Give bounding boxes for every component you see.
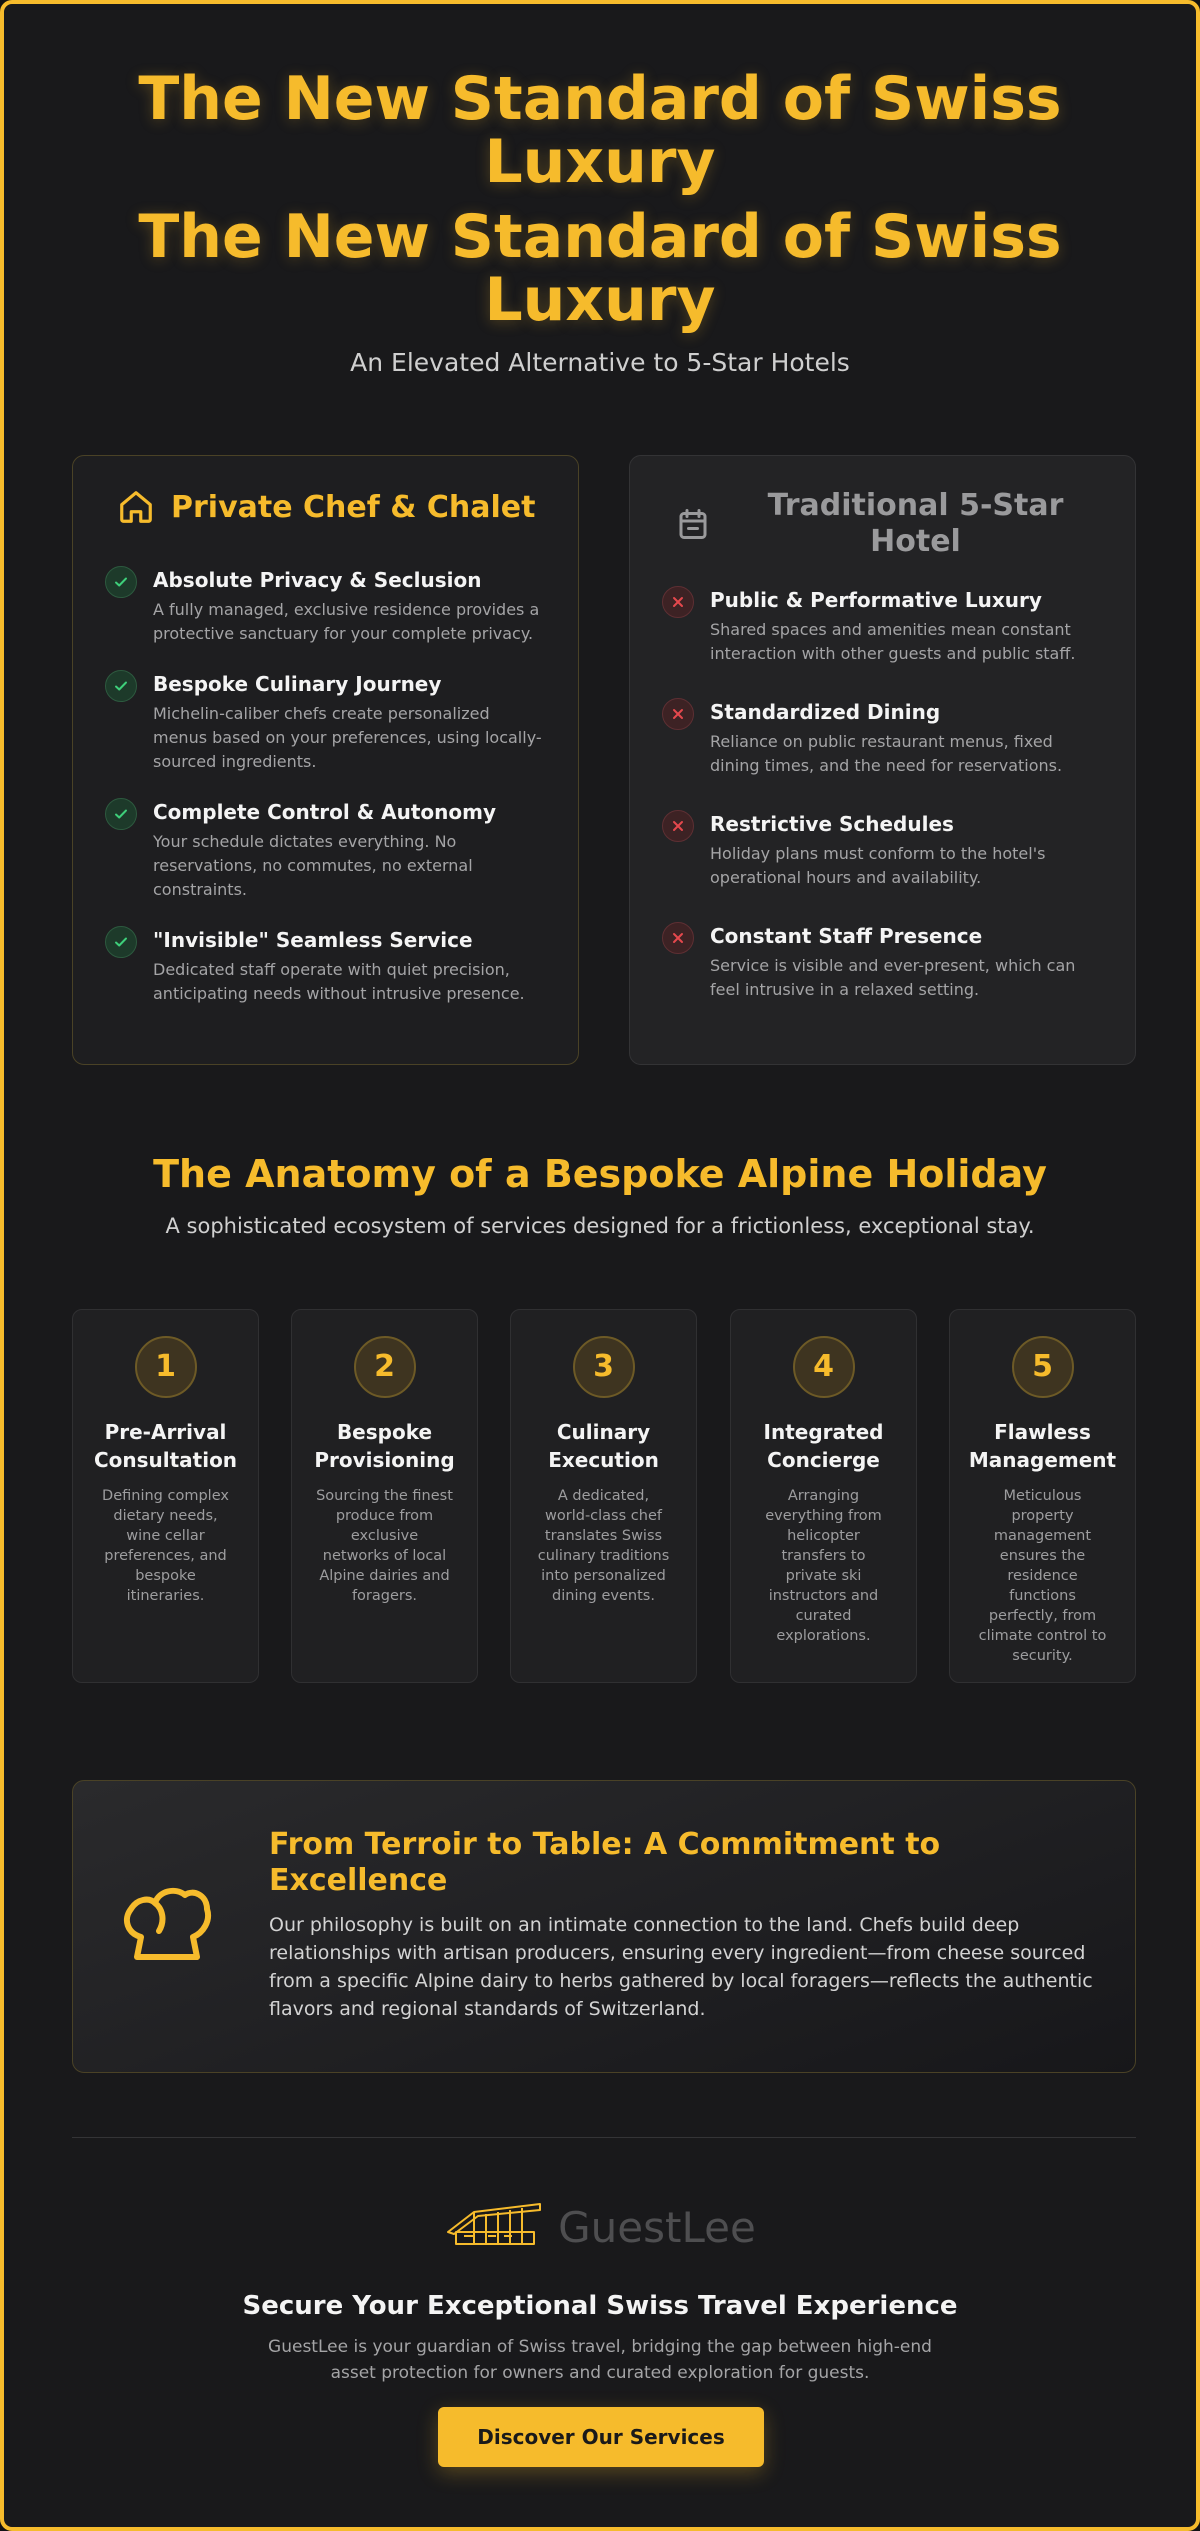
item-text: Holiday plans must conform to the hotel's operational hours and availability. (710, 844, 1046, 887)
step-card (510, 1309, 697, 1683)
card-header (105, 484, 546, 530)
hero-tagline: An Elevated Alternative to 5-Star Hotels (350, 348, 850, 377)
divider (72, 2137, 1136, 2138)
item-title: Absolute Privacy & Seclusion (153, 568, 482, 592)
list-item (662, 924, 1103, 1002)
list-item (105, 672, 546, 774)
brand-logo (4, 2202, 1196, 2252)
chef-hat-icon (119, 1881, 215, 1969)
item-title: Public & Performative Luxury (710, 588, 1042, 612)
item-text: Your schedule dictates everything. No reservations, no commutes, no external constraints. (153, 832, 473, 899)
footer-text: GuestLee is your guardian of Swiss travel, bridging the gap between high-end asset protection for owners and curated exploration for guests. (268, 2337, 932, 2383)
hero (4, 4, 1196, 377)
item-title: Restrictive Schedules (710, 812, 954, 836)
item-title: Constant Staff Presence (710, 924, 983, 948)
item-title: "Invisible" Seamless Service (153, 928, 473, 952)
check-icon (105, 926, 137, 958)
close-icon (662, 698, 694, 730)
step-number: 5 (1012, 1336, 1074, 1398)
calendar-icon (672, 503, 714, 545)
brand-name: GuestLee (558, 2202, 756, 2252)
close-icon (662, 810, 694, 842)
list-item (662, 588, 1103, 666)
hero-title-repeat: The New Standard of Swiss Luxury (138, 202, 1062, 335)
check-icon (105, 670, 137, 702)
step-text: Arranging everything from helicopter transfers to private ski instructors and curated explorations. (765, 1488, 882, 1644)
card-title: Private Chef & Chalet (171, 489, 536, 525)
step-number: 3 (573, 1336, 635, 1398)
philosophy-card (72, 1780, 1136, 2073)
step-number: 1 (135, 1336, 197, 1398)
step-title: Bespoke Provisioning (314, 1420, 455, 1472)
philosophy-text: Our philosophy is built on an intimate connection to the land. Chefs build deep relationships with artisan producers, ensuring every ingredient—from cheese sourced from a specific Alpine dairy to herbs gathered by local foragers—reflects the authentic flavors and regional standards of Switzerland. (269, 1914, 1093, 2020)
philosophy-title: From Terroir to Table: A Commitment to Excellence (269, 1827, 941, 1898)
step-number: 4 (793, 1336, 855, 1398)
list-item (105, 568, 546, 646)
step-title: Flawless Management (968, 1420, 1117, 1472)
step-title: Integrated Concierge (763, 1420, 884, 1472)
benefit-list (105, 568, 546, 1006)
footer-title: Secure Your Exceptional Swiss Travel Experience (242, 2291, 958, 2321)
check-icon (105, 798, 137, 830)
step-text: Meticulous property management ensures the residence functions perfectly, from climate control to security. (978, 1488, 1107, 1664)
step-number: 2 (354, 1336, 416, 1398)
list-item (662, 700, 1103, 778)
item-text: Reliance on public restaurant menus, fixed dining times, and the need for reservations. (710, 732, 1063, 775)
home-icon (115, 486, 157, 528)
item-title: Complete Control & Autonomy (153, 800, 496, 824)
discover-services-button[interactable]: Discover Our Services (438, 2407, 764, 2467)
section-title: The Anatomy of a Bespoke Alpine Holiday (153, 1152, 1047, 1196)
section-subtitle: A sophisticated ecosystem of services designed for a frictionless, exceptional stay. (165, 1214, 1035, 1238)
item-text: A fully managed, exclusive residence provides a protective sanctuary for your complete privacy. (153, 600, 540, 643)
item-text: Service is visible and ever-present, which can feel intrusive in a relaxed setting. (710, 956, 1076, 999)
close-icon (662, 586, 694, 618)
step-text: Sourcing the finest produce from exclusive networks of local Alpine dairies and foragers. (316, 1488, 453, 1604)
card-header (662, 484, 1103, 564)
step-card (949, 1309, 1136, 1683)
item-text: Michelin-caliber chefs create personalized menus based on your preferences, using locally-sourced ingredients. (153, 704, 542, 771)
step-title: Pre-Arrival Consultation (93, 1420, 238, 1472)
drawback-list (662, 588, 1103, 1002)
check-icon (105, 566, 137, 598)
step-title: Culinary Execution (548, 1420, 659, 1472)
item-text: Shared spaces and amenities mean constant interaction with other guests and public staff. (710, 620, 1076, 663)
item-text: Dedicated staff operate with quiet precision, anticipating needs without intrusive presence. (153, 960, 525, 1003)
step-text: Defining complex dietary needs, wine cellar preferences, and bespoke itineraries. (102, 1488, 229, 1604)
step-card (72, 1309, 259, 1683)
item-title: Standardized Dining (710, 700, 941, 724)
step-card (291, 1309, 478, 1683)
private-chef-card (72, 455, 579, 1065)
anatomy-header (4, 1152, 1196, 1238)
chalet-logo-icon (444, 2202, 544, 2252)
hotel-card (629, 455, 1136, 1065)
list-item (105, 928, 546, 1006)
card-title: Traditional 5-Star Hotel (767, 488, 1064, 559)
footer-description (4, 2334, 1196, 2386)
hero-title: The New Standard of Swiss Luxury (138, 64, 1062, 197)
step-text: A dedicated, world-class chef translates Swiss culinary traditions into personalized dining events. (537, 1488, 670, 1604)
list-item (662, 812, 1103, 890)
steps-row (72, 1309, 1136, 1683)
comparison-section (72, 455, 1136, 1065)
close-icon (662, 922, 694, 954)
step-card (730, 1309, 917, 1683)
list-item (105, 800, 546, 902)
item-title: Bespoke Culinary Journey (153, 672, 442, 696)
